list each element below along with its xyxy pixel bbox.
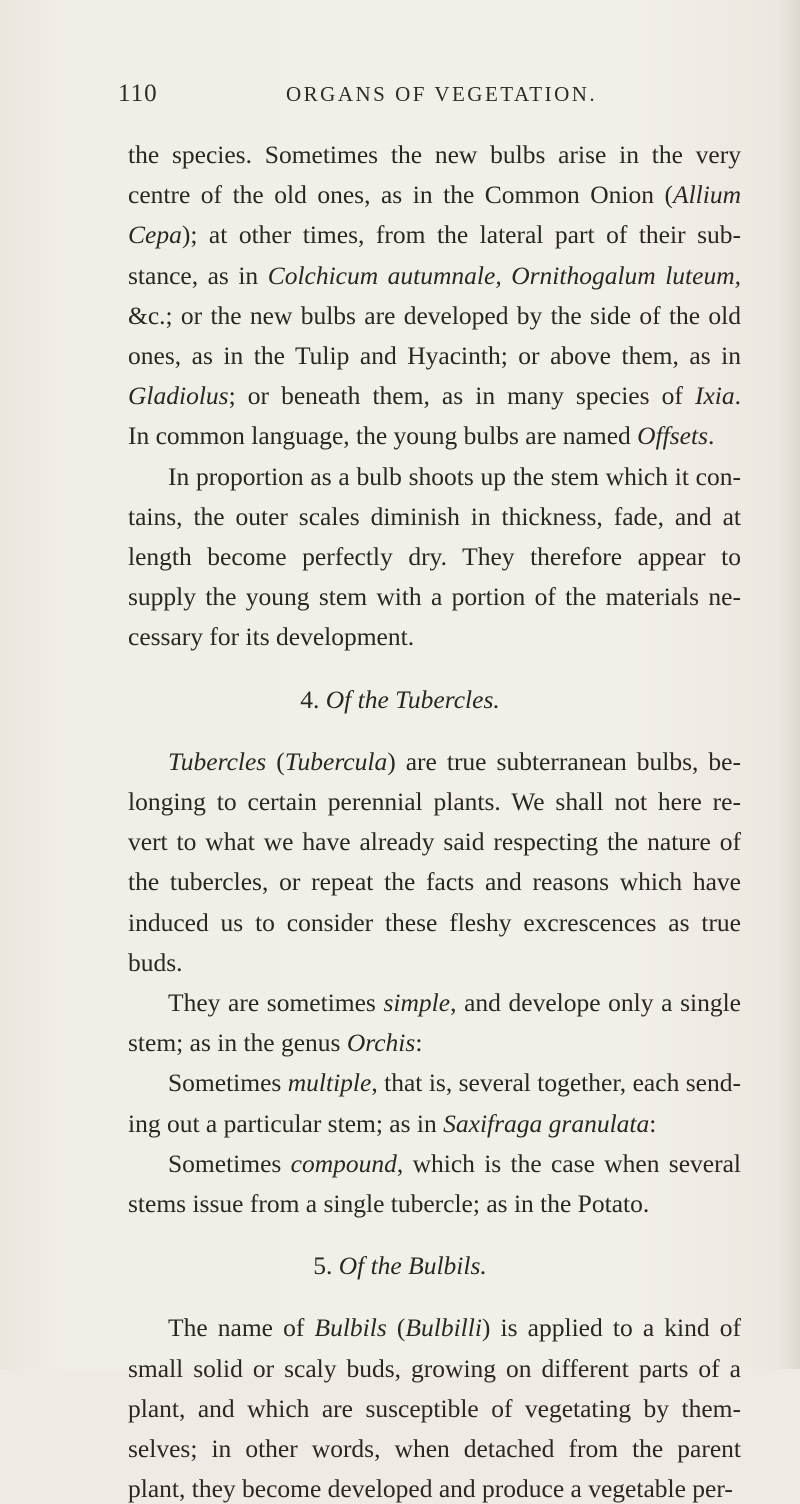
section-heading — [0, 1251, 800, 1281]
text-line: small solid or scaly buds, growing on different parts of a — [128, 1353, 741, 1383]
text-line: the tubercles, or repeat the facts and reasons which have — [128, 867, 741, 897]
text-line: ones, as in the Tulip and Hyacinth; or above them, as in — [128, 341, 741, 370]
text-line: The name of Bulbils (Bulbilli) is applied to a kind of — [168, 1313, 741, 1343]
page-header — [118, 80, 738, 120]
text-line: stance, as in Colchicum autumnale, Ornithogalum luteum, — [128, 260, 741, 290]
text-line: ing out a particular stem; as in Saxifraga granulata: — [128, 1108, 657, 1138]
text-line: stems issue from a single tubercle; as in the Potato. — [128, 1189, 650, 1218]
text-line: Sometimes compound, which is the case when several — [168, 1148, 741, 1178]
text-line: They are sometimes simple, and develope only a single — [168, 988, 741, 1017]
text-line: induced us to consider these fleshy excrescences as true — [128, 907, 741, 937]
text-line: Sometimes multiple, that is, several together, each send- — [168, 1068, 741, 1098]
section-heading — [0, 685, 800, 715]
text-line: plant, they become developed and produce a vegetable per- — [128, 1474, 733, 1504]
text-line: centre of the old ones, as in the Common Onion (Allium — [128, 180, 741, 210]
text-line: plant, and which are susceptible of vegetating by them- — [128, 1393, 741, 1423]
section-title: Of the Bulbils. — [338, 1251, 487, 1281]
text-line: Gladiolus; or beneath them, as in many species of Ixia. — [128, 381, 741, 411]
page-number: 110 — [118, 80, 158, 107]
text-line: length become perfectly dry. They therefore appear to — [128, 542, 741, 571]
text-line: vert to what we have already said respecting the nature of — [128, 827, 741, 857]
text-line: longing to certain perennial plants. We shall not here re- — [128, 787, 741, 816]
text-line: In proportion as a bulb shoots up the stem which it con- — [168, 461, 741, 491]
section-number: 4. — [300, 684, 320, 714]
text-line: cessary for its development. — [128, 622, 415, 652]
text-line: In common language, the young bulbs are named Offsets. — [128, 421, 715, 451]
text-line: the species. Sometimes the new bulbs arise in the very — [128, 140, 741, 169]
text-line: &c.; or the new bulbs are developed by the side of the old — [128, 300, 741, 330]
text-line: stem; as in the genus Orchis: — [128, 1028, 423, 1058]
section-number: 5. — [313, 1251, 333, 1281]
text-line: buds. — [128, 947, 183, 977]
running-head: ORGANS OF VEGETATION. — [286, 82, 598, 106]
text-line: tains, the outer scales diminish in thickness, fade, and at — [128, 501, 741, 531]
text-line: Cepa); at other times, from the lateral part of their sub- — [128, 220, 741, 250]
text-line: selves; in other words, when detached from the parent — [128, 1434, 741, 1463]
text-line: supply the young stem with a portion of the materials ne- — [128, 582, 741, 612]
section-title: Of the Tubercles. — [325, 684, 500, 714]
text-line: Tubercles (Tubercula) are true subterranean bulbs, be- — [168, 746, 741, 776]
